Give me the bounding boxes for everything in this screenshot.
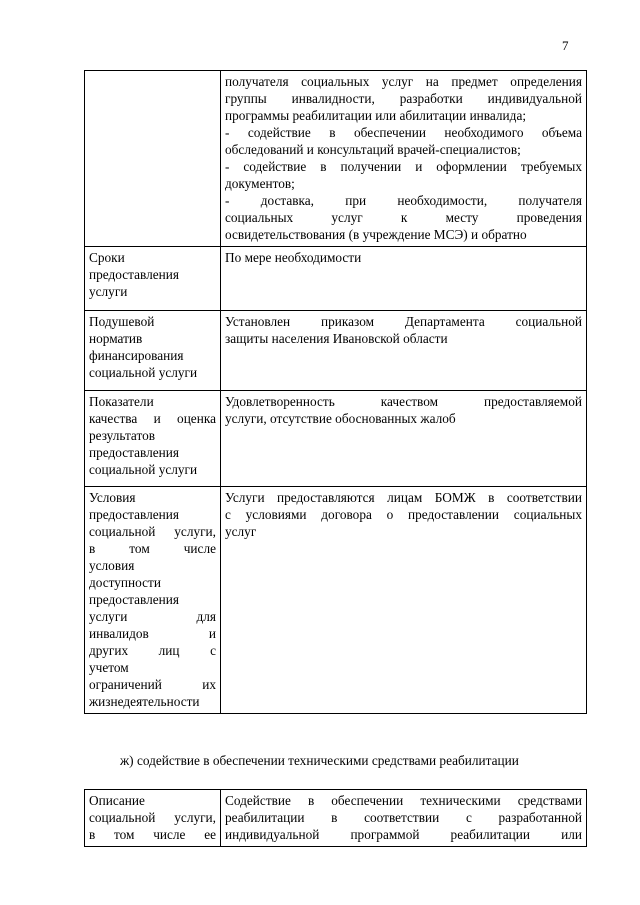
row-label-cell bbox=[85, 311, 221, 391]
row-label-cell bbox=[85, 487, 221, 714]
service-table bbox=[84, 70, 587, 714]
label-line: Описание bbox=[89, 793, 145, 808]
label-line: в том числе ее bbox=[89, 827, 216, 842]
row-label-cell bbox=[85, 71, 221, 247]
label-line: услуги для bbox=[89, 609, 216, 624]
table-row bbox=[85, 391, 587, 487]
text-line: услуг bbox=[225, 524, 257, 539]
row-label-cell bbox=[85, 247, 221, 311]
label-line: предоставления bbox=[89, 267, 180, 282]
text-line: - содействие в получении и оформлении требуемых bbox=[225, 159, 582, 174]
row-content-cell bbox=[221, 391, 587, 487]
page-number: 7 bbox=[562, 38, 569, 53]
row-content-cell bbox=[221, 487, 587, 714]
label-line: других лиц с bbox=[89, 643, 216, 658]
label-line: жизнедеятельности bbox=[89, 694, 200, 709]
text-line: услуги, отсутствие обоснованных жалоб bbox=[225, 411, 456, 426]
table-row bbox=[85, 790, 587, 847]
row-label-cell bbox=[85, 391, 221, 487]
text-line: программы реабилитации или абилитации инвалида; bbox=[225, 108, 527, 123]
label-line: учетом bbox=[89, 660, 129, 675]
section-heading: ж) содействие в обеспечении техническими средствами реабилитации bbox=[120, 753, 519, 768]
label-line: предоставления bbox=[89, 592, 180, 607]
label-line: финансирования bbox=[89, 348, 184, 363]
text-line: Содействие в обеспечении техническими средствами bbox=[225, 793, 582, 808]
service-table-continued bbox=[84, 789, 587, 847]
label-line: доступности bbox=[89, 575, 161, 590]
label-line: Подушевой bbox=[89, 314, 155, 329]
table-row bbox=[85, 311, 587, 391]
label-line: норматив bbox=[89, 331, 143, 346]
label-line: предоставления bbox=[89, 445, 180, 460]
text-line: По мере необходимости bbox=[225, 250, 362, 265]
label-line: Сроки bbox=[89, 250, 125, 265]
label-line: предоставления bbox=[89, 507, 180, 522]
text-line: Услуги предоставляются лицам БОМЖ в соответствии bbox=[225, 490, 582, 505]
row-content-cell bbox=[221, 247, 587, 311]
text-line: реабилитации в соответствии с разработанной bbox=[225, 810, 582, 825]
label-line: услуги bbox=[89, 284, 128, 299]
text-line: группы инвалидности, разработки индивидуальной bbox=[225, 91, 582, 106]
text-line: защиты населения Ивановской области bbox=[225, 331, 448, 346]
label-line: условия bbox=[89, 558, 135, 573]
row-content-cell bbox=[221, 790, 587, 847]
table-row bbox=[85, 487, 587, 714]
text-line: обследований и консультаций врачей-специалистов; bbox=[225, 142, 521, 157]
row-label-cell bbox=[85, 790, 221, 847]
label-line: социальной услуги, bbox=[89, 524, 216, 539]
label-line: социальной услуги bbox=[89, 462, 198, 477]
text-line: индивидуальной программой реабилитации или bbox=[225, 827, 582, 842]
label-line: результатов bbox=[89, 428, 156, 443]
label-line: Условия bbox=[89, 490, 136, 505]
row-content-cell bbox=[221, 311, 587, 391]
row-content-cell bbox=[221, 71, 587, 247]
label-line: качества и оценка bbox=[89, 411, 216, 426]
text-line: освидетельствования (в учреждение МСЭ) и обратно bbox=[225, 227, 527, 242]
label-line: социальной услуги, bbox=[89, 810, 216, 825]
label-line: в том числе bbox=[89, 541, 216, 556]
label-line: Показатели bbox=[89, 394, 154, 409]
text-line: - содействие в обеспечении необходимого объема bbox=[225, 125, 582, 140]
text-line: социальных услуг к месту проведения bbox=[225, 210, 582, 225]
text-line: Установлен приказом Департамента социальной bbox=[225, 314, 582, 329]
text-line: - доставка, при необходимости, получателя bbox=[225, 193, 582, 208]
text-line: Удовлетворенность качеством предоставляемой bbox=[225, 394, 582, 409]
text-line: документов; bbox=[225, 176, 295, 191]
label-line: ограничений их bbox=[89, 677, 216, 692]
label-line: социальной услуги bbox=[89, 365, 198, 380]
label-line: инвалидов и bbox=[89, 626, 216, 641]
table-row bbox=[85, 71, 587, 247]
text-line: получателя социальных услуг на предмет определения bbox=[225, 74, 582, 89]
table-row bbox=[85, 247, 587, 311]
text-line: с условиями договора о предоставлении социальных bbox=[225, 507, 582, 522]
